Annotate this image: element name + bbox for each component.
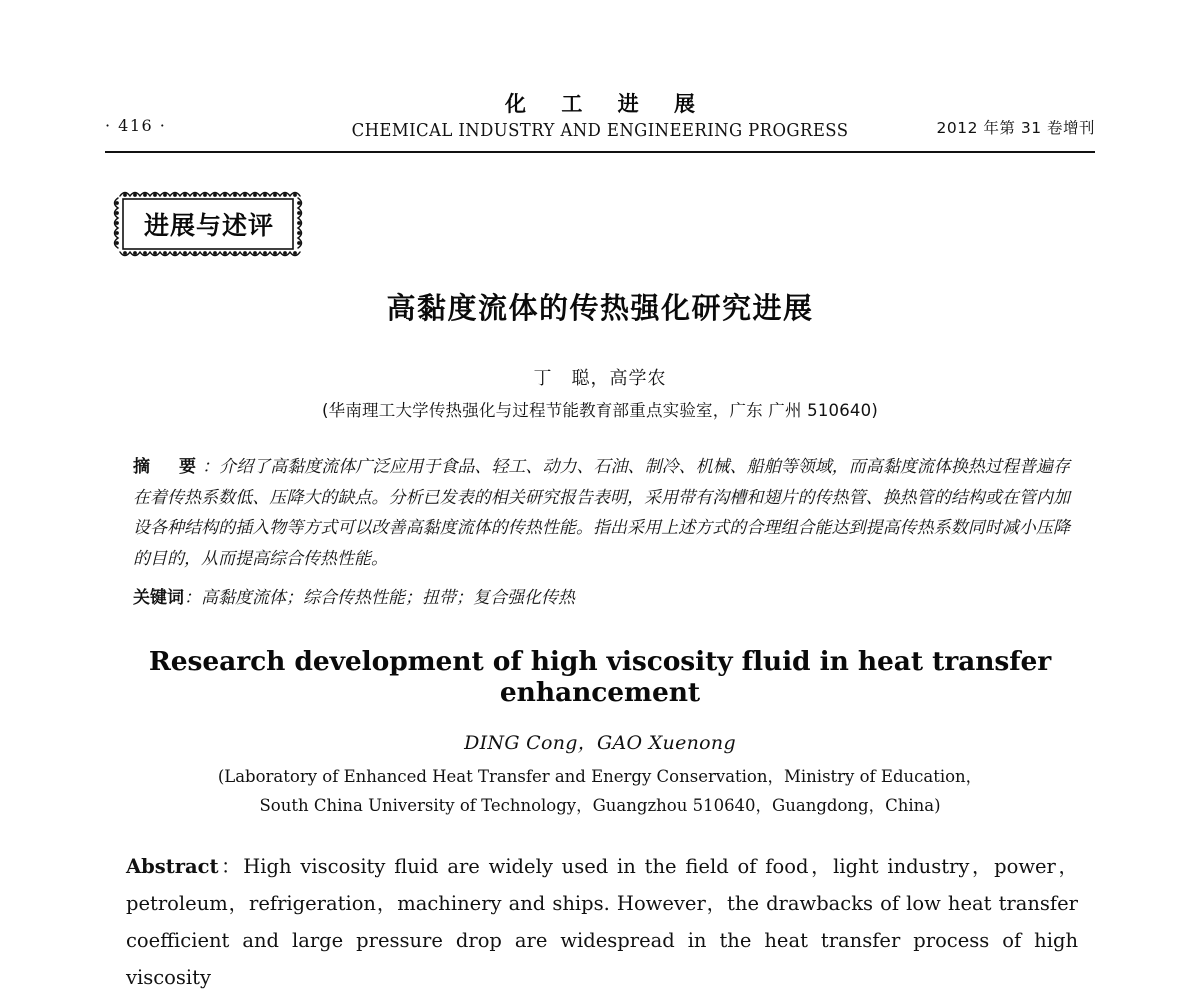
abstract-cn — [133, 452, 1070, 574]
journal-name-cn: 化 工 进 展 — [505, 92, 709, 116]
keywords-cn — [133, 583, 1070, 613]
page-folio: · 416 · — [105, 116, 167, 135]
abstract-cn-separator: ： — [202, 457, 220, 477]
page-title-cn: 高黏度流体的传热强化研究进展 — [386, 291, 814, 325]
section-stamp-label: 进展与述评 — [143, 211, 274, 240]
keywords-cn-body: 高黏度流体；综合传热性能；扭带；复合强化传热 — [201, 588, 575, 608]
header-divider-rule — [105, 151, 1095, 153]
abstract-en-separator: ： — [218, 855, 244, 878]
journal-name-en: CHEMICAL INDUSTRY AND ENGINEERING PROGRESS — [351, 120, 849, 141]
affiliation-en — [0, 762, 1200, 820]
abstract-cn-label: 摘 要 — [133, 457, 203, 477]
affiliation-en-line-2: South China University of Technology，Guangzhou 510640，Guangdong，China) — [259, 796, 941, 815]
abstract-cn-body: 介绍了高黏度流体广泛应用于食品、轻工、动力、石油、制冷、机械、船舶等领域，而高黏度流体换热过程普遍存在着传热系数低、压降大的缺点。分析已发表的相关研究报告表明，采用带有沟槽和翅片的传热管、换热管的结构或在管内加设各种结构的插入物等方式可以改善高黏度流体的传热性能。指出采用上述方式的合理组合能达到提高传热系数同时减小压降的目的，从而提高综合传热性能。 — [133, 457, 1071, 569]
section-stamp — [110, 188, 306, 260]
running-head — [105, 88, 1095, 152]
page-title-en: Research development of high viscosity fluid in heat transfer enhancement — [148, 646, 1052, 708]
abstract-en-paragraph — [126, 848, 1078, 996]
authors-en: DING Cong，GAO Xuenong — [464, 732, 736, 754]
keywords-cn-label: 关键词 — [133, 588, 184, 608]
authors-cn: 丁 聪，高学农 — [533, 368, 667, 389]
abstract-en-body: High viscosity fluid are widely used in the field of food，light industry，power，petroleum，refrigeration，machinery and ships. However，the drawbacks of low heat transfer coefficient and large pressure drop are widespread in the heat transfer process of high viscosity — [126, 855, 1078, 989]
abstract-en-label: Abstract — [126, 855, 219, 878]
affiliation-en-line-1: (Laboratory of Enhanced Heat Transfer and Energy Conservation，Ministry of Education， — [217, 767, 983, 786]
abstract-en — [126, 848, 1078, 996]
issue-designation: 2012 年第 31 卷增刊 — [936, 119, 1095, 137]
keywords-cn-separator: ： — [184, 588, 201, 608]
affiliation-cn: (华南理工大学传热强化与过程节能教育部重点实验室，广东 广州 510640) — [322, 401, 878, 420]
